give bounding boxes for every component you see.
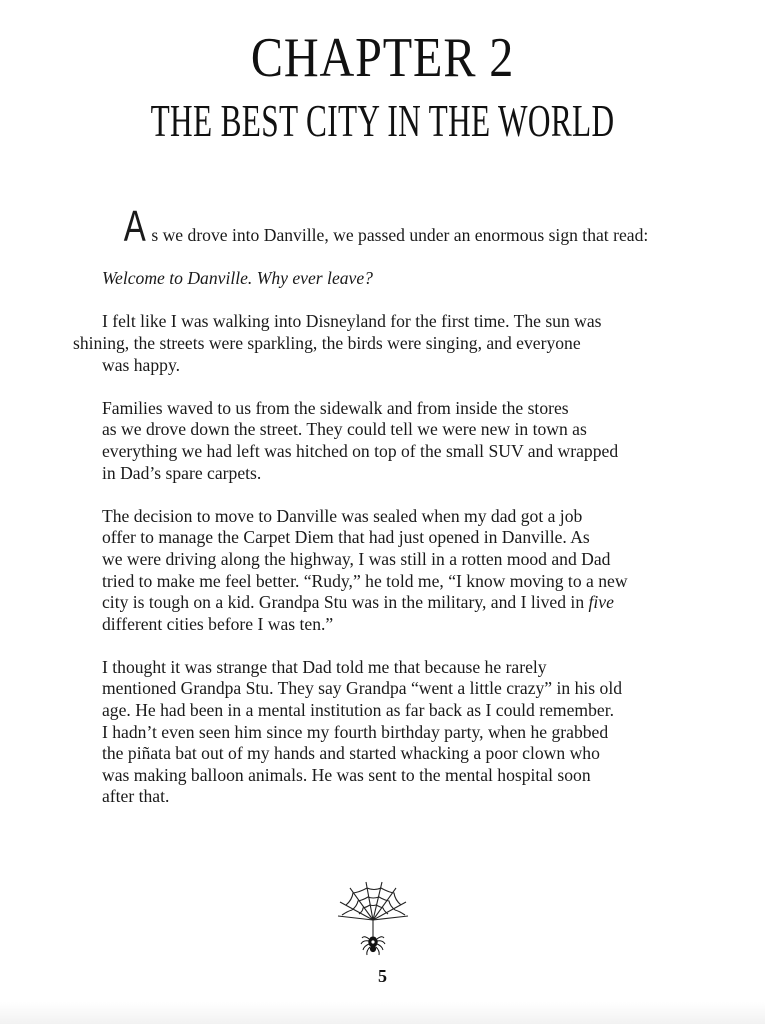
paragraph-4-line: Families waved to us from the sidewalk and from inside the stores	[102, 397, 569, 418]
paragraph-6-line: was making balloon animals. He was sent to the mental hospital soon	[102, 764, 591, 785]
paragraph-5-line: we were driving along the highway, I was still in a rotten mood and Dad	[102, 548, 611, 569]
paragraph-6-line: the piñata bat out of my hands and started whacking a poor clown who	[102, 743, 600, 764]
emphasis-five: five	[588, 592, 614, 613]
paragraph-4-line: as we drove down the street. They could tell we were new in town as	[102, 419, 587, 440]
chapter-body	[73, 202, 673, 830]
paragraph-3	[73, 311, 673, 376]
paragraph-6-line: after that.	[102, 786, 170, 807]
paragraph-6-line: I thought it was strange that Dad told me that because he rarely	[102, 656, 547, 677]
paragraph-4	[73, 398, 673, 484]
spiderweb-spider-icon	[336, 880, 410, 962]
paragraph-3-line: was happy.	[102, 354, 181, 375]
paragraph-4-line: everything we had left was hitched on top of the small SUV and wrapped	[102, 440, 619, 461]
sign-quote-text: Welcome to Danville. Why ever leave?	[102, 268, 373, 289]
paragraph-5	[73, 506, 673, 636]
paragraph-5-line: tried to make me feel better. “Rudy,” he told me, “I know moving to a new	[102, 570, 628, 591]
paragraph-6	[73, 657, 673, 808]
paragraph-5-line-text: city is tough on a kid. Grandpa Stu was in the military, and I lived in	[102, 592, 589, 613]
page-number: 5	[378, 966, 387, 986]
paragraph-1-text: s we drove into Danville, we passed under an enormous sign that read:	[151, 225, 649, 245]
paragraph-4-line: in Dad’s spare carpets.	[102, 462, 262, 483]
paragraph-3-line: shining, the streets were sparkling, the birds were singing, and everyone	[73, 332, 581, 353]
paragraph-6-line: age. He had been in a mental institution as far back as I could remember.	[102, 700, 614, 721]
paragraph-5-line: offer to manage the Carpet Diem that had just opened in Danville. As	[102, 527, 590, 548]
paragraph-6-line: I hadn’t even seen him since my fourth birthday party, when he grabbed	[102, 721, 609, 742]
paragraph-5-line	[73, 592, 673, 614]
page-bottom-edge	[0, 1002, 765, 1024]
chapter-title: THE BEST CITY IN THE WORLD	[150, 95, 615, 146]
paragraph-5-line: The decision to move to Danville was sealed when my dad got a job	[102, 505, 583, 526]
sign-quote	[73, 268, 673, 290]
paragraph-6-line: mentioned Grandpa Stu. They say Grandpa “went a little crazy” in his old	[102, 678, 623, 699]
drop-cap: A	[123, 202, 146, 251]
paragraph-3-line: I felt like I was walking into Disneyland for the first time. The sun was	[102, 311, 602, 332]
paragraph-5-line: different cities before I was ten.”	[102, 613, 334, 634]
chapter-number: CHAPTER 2	[250, 27, 515, 89]
paragraph-1	[73, 202, 673, 251]
